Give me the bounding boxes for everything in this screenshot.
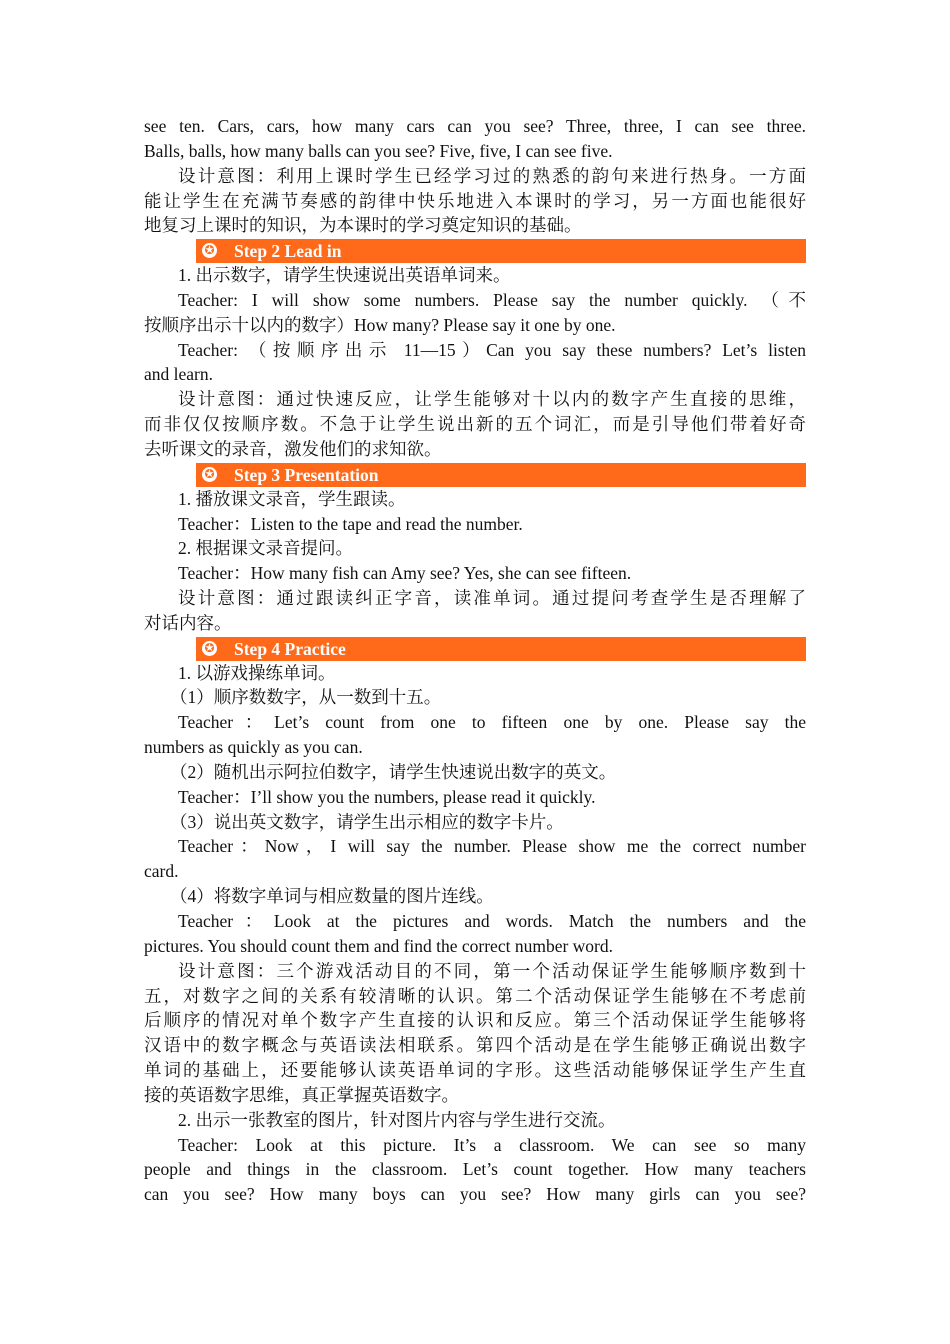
design-intent-line: 设计意图：通过快速反应，让学生能够对十以内的数字产生直接的思维， [178,389,806,410]
text-line: 能让学生在充满节奏感的韵律中快乐地进入本课时的学习，另一方面也能很好 [144,190,806,211]
text-line: 而非仅仅按顺序数。不急于让学生说出新的五个词汇，而是引导他们带着好奇 [144,414,806,435]
teacher-line: Teacher：Look at the pictures and words. Match the numbers and the [178,911,806,931]
star-icon: ✪ [202,641,217,656]
text-line: 接的英语数字思维，真正掌握英语数字。 [144,1084,459,1105]
sub-item: （2）随机出示阿拉伯数字，请学生快速说出数字的英文。 [170,761,617,782]
text-line: 地复习上课时的知识，为本课时的学习奠定知识的基础。 [144,215,582,236]
text-line: and learn. [144,364,213,385]
design-intent-line: 设计意图：利用上课时学生已经学习过的熟悉的韵句来进行热身。一方面 [178,165,806,186]
design-intent-line: 设计意图：通过跟读纠正字音，读准单词。通过提问考查学生是否理解了 [178,588,806,609]
teacher-line: Teacher：Now，I will say the number. Please show me the correct number [178,836,806,857]
teacher-line: Teacher：Let’s count from one to fifteen one by one. Please say the [178,712,806,733]
text-line: see ten. Cars, cars, how many cars can you see? Three, three, I can see three. [144,116,806,136]
teacher-line: Teacher：I’ll show you the numbers, please read it quickly. [178,786,596,807]
teacher-line: Teacher：Listen to the tape and read the number. [178,513,523,534]
sub-item: （1）顺序数数字，从一数到十五。 [170,687,442,708]
step-2-heading [144,238,806,263]
text-line: pictures. You should count them and find the correct number word. [144,935,614,956]
document-page [144,114,806,1207]
text-line: Balls, balls, how many balls can you see? Five, five, I can see five. [144,140,613,161]
text-line: 去听课文的录音，激发他们的求知欲。 [144,438,442,459]
step-title: Step 2 Lead in [234,241,342,262]
step-title: Step 3 Presentation [234,464,379,485]
text-line: 对话内容。 [144,612,232,633]
list-item: 1. 播放课文录音，学生跟读。 [178,488,406,509]
text-line: 后顺序的情况对单个数字产生直接的认识和反应。第三个活动保证学生能够将 [144,1010,806,1031]
text-line: can you see? How many boys can you see? How many girls can you see? [144,1184,806,1205]
text-line: card. [144,861,179,882]
design-intent-line: 设计意图：三个游戏活动目的不同，第一个活动保证学生能够顺序数到十 [178,960,806,981]
teacher-line: Teacher: I will show some numbers. Please say the number quickly. （不 [178,289,806,310]
teacher-line: Teacher：How many fish can Amy see? Yes, she can see fifteen. [178,563,632,584]
list-item: 1. 出示数字，请学生快速说出英语单词来。 [178,265,511,286]
text-line: people and things in the classroom. Let’s count together. How many teachers [144,1159,806,1180]
teacher-line: Teacher: Look at this picture. It’s a classroom. We can see so many [178,1134,806,1155]
star-icon: ✪ [202,467,217,482]
list-item: 2. 根据课文录音提问。 [178,538,353,559]
teacher-line: Teacher: （按顺序出示 11—15）Can you say these numbers? Let’s listen [178,339,806,360]
text-line: numbers as quickly as you can. [144,737,363,758]
step-title: Step 4 Practice [234,638,346,659]
sub-item: （4）将数字单词与相应数量的图片连线。 [170,886,494,907]
sub-item: （3）说出英文数字，请学生出示相应的数字卡片。 [170,811,564,832]
step-4-heading [144,636,806,661]
text-line: 单词的基础上，还要能够认读英语单词的字形。这些活动能够保证学生产生直 [144,1060,806,1081]
star-icon: ✪ [202,243,217,258]
text-line: 汉语中的数字概念与英语读法相联系。第四个活动是在学生能够正确说出数字 [144,1035,806,1056]
list-item: 2. 出示一张教室的图片，针对图片内容与学生进行交流。 [178,1109,616,1130]
text-line: 按顺序出示十以内的数字）How many? Please say it one by one. [144,314,616,335]
step-3-heading [144,462,806,487]
list-item: 1. 以游戏操练单词。 [178,662,336,683]
text-line: 五，对数字之间的关系有较清晰的认识。第二个活动保证学生能够在不考虑前 [144,985,806,1006]
